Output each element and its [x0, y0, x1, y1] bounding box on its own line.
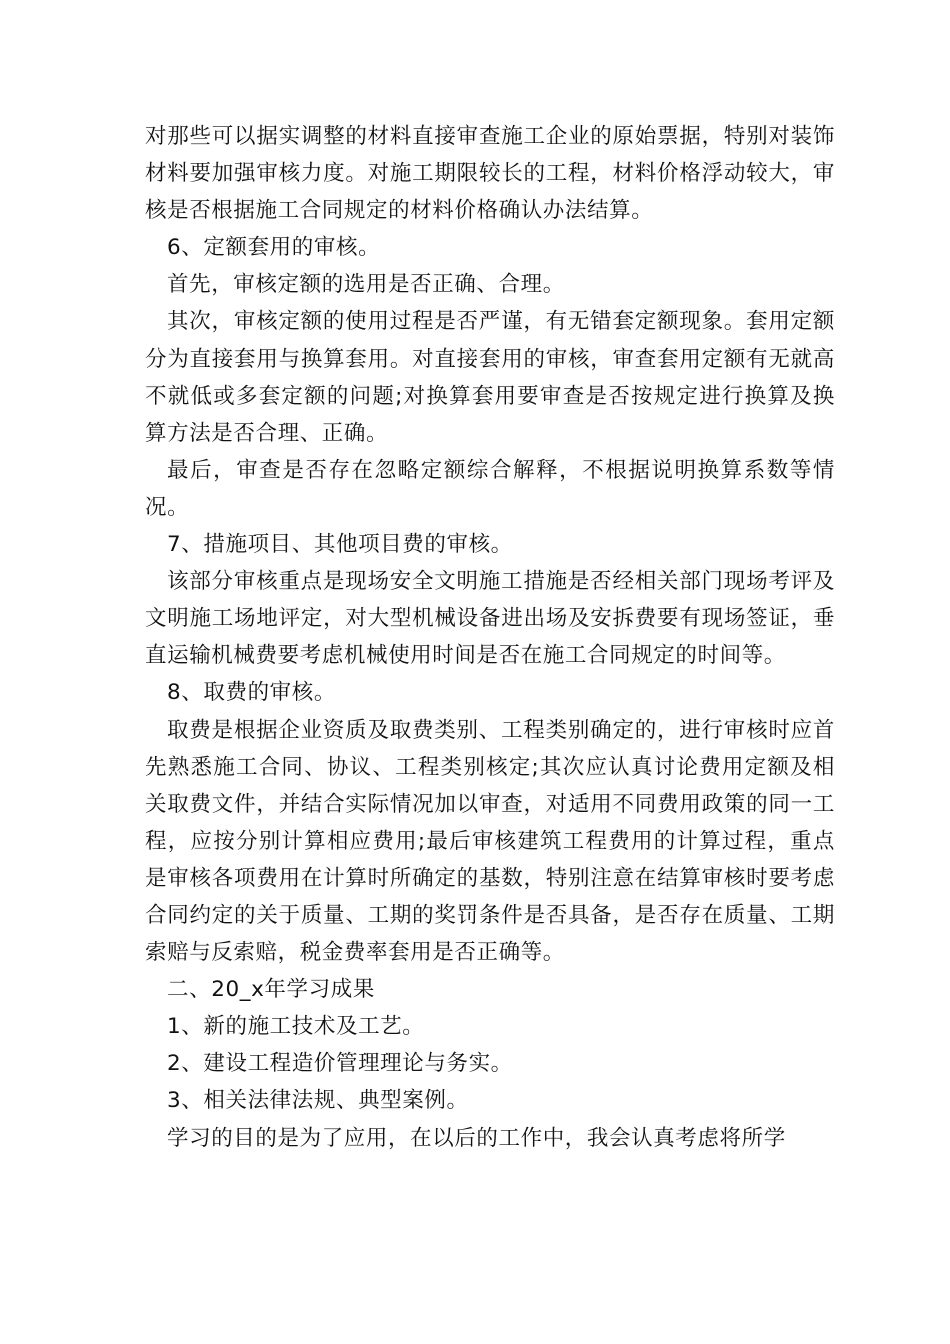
- paragraph-fees: 取费是根据企业资质及取费类别、工程类别确定的，进行审核时应首先熟悉施工合同、协议、工程类别核定;其次应认真讨论费用定额及相关取费文件，并结合实际情况加以审查，对适用不同费用政策的同一工程，应按分别计算相应费用;最后审核建筑工程费用的计算过程，重点是审核各项费用在计算时所确定的基数，特别注意在结算审核时要考虑合同约定的关于质量、工期的奖罚条件是否具备，是否存在质量、工期索赔与反索赔，税金费率套用是否正确等。: [145, 717, 835, 966]
- list-item-new-techniques: 1、新的施工技术及工艺。: [167, 1014, 425, 1040]
- paragraph-measures: 该部分审核重点是现场安全文明施工措施是否经相关部门现场考评及文明施工场地评定，对大型机械设备进出场及安拆费要有现场签证，垂直运输机械费要考虑机械使用时间是否在施工合同规定的时间等。: [145, 569, 835, 669]
- heading-quota-audit: 6、定额套用的审核。: [167, 235, 381, 261]
- paragraph-quota-second: 其次，审核定额的使用过程是否严谨，有无错套定额现象。套用定额分为直接套用与换算套用。对直接套用的审核，审查套用定额有无就高不就低或多套定额的问题;对换算套用要审查是否按规定进行换算及换算方法是否合理、正确。: [145, 309, 835, 446]
- paragraph-materials-audit: 对那些可以据实调整的材料直接审查施工企业的原始票据，特别对装饰材料要加强审核力度。对施工期限较长的工程，材料价格浮动较大，审核是否根据施工合同规定的材料价格确认办法结算。: [145, 124, 835, 224]
- heading-learning-results: 二、20_x年学习成果: [167, 977, 375, 1003]
- list-item-cost-management: 2、建设工程造价管理理论与务实。: [167, 1051, 513, 1077]
- paragraph-learning-purpose: 学习的目的是为了应用，在以后的工作中，我会认真考虑将所学: [167, 1125, 786, 1151]
- heading-fees-audit: 8、取费的审核。: [167, 680, 336, 706]
- heading-measures-audit: 7、措施项目、其他项目费的审核。: [167, 532, 513, 558]
- document-page: [145, 118, 835, 1157]
- paragraph-quota-first: 首先，审核定额的选用是否正确、合理。: [167, 272, 565, 298]
- list-item-laws-cases: 3、相关法律法规、典型案例。: [167, 1088, 469, 1114]
- paragraph-quota-last: 最后，审查是否存在忽略定额综合解释，不根据说明换算系数等情况。: [145, 457, 835, 520]
